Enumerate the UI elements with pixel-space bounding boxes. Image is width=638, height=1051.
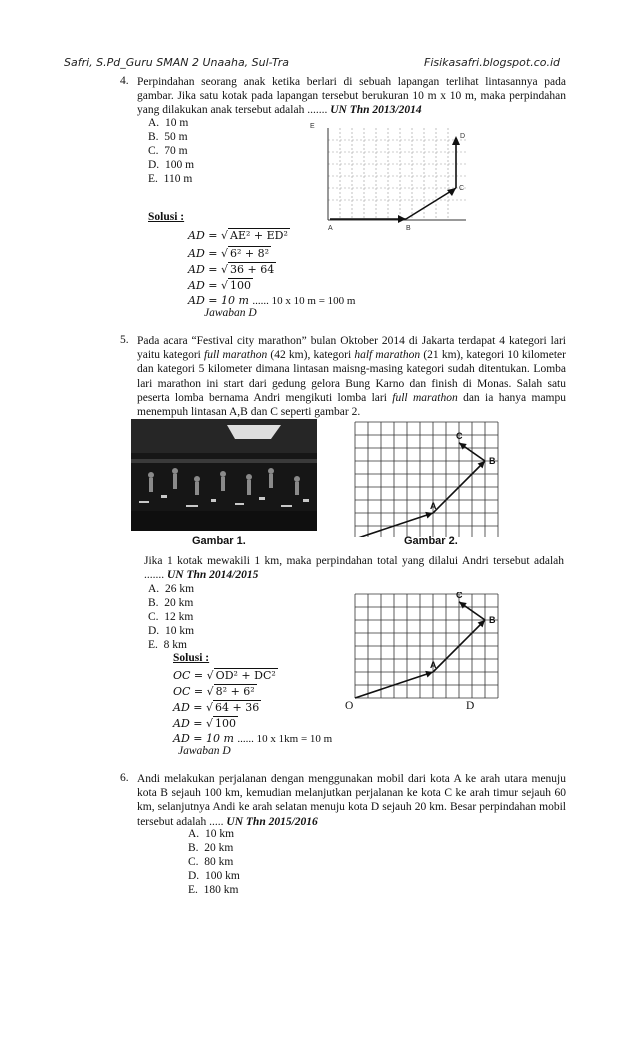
q4-text — [137, 75, 566, 118]
q6-number: 6. — [120, 772, 129, 784]
q5-step-2: OC = √ 8² + 6² — [173, 685, 255, 698]
caption-gambar-2: Gambar 2. — [404, 535, 458, 547]
q5-step-4: AD = √ 100 — [173, 717, 236, 730]
q6-options — [188, 828, 240, 898]
marathon-photo — [131, 419, 317, 531]
header-right: Fisikasafri.blogspot.co.id — [424, 56, 561, 69]
q6-option-text: 80 km — [204, 855, 234, 868]
q4-step-4: AD = √ 100 — [188, 279, 251, 292]
arrow-head — [459, 602, 467, 609]
grid-label-c: C — [456, 430, 463, 441]
q4-number: 4. — [120, 75, 129, 87]
q4-body: Perpindahan seorang anak ketika berlari di sebuah lapangan terlihat lintasannya pada gambar. Jika satu kotak pada lapangan tersebut berukuran 10 m x 10 m, maka perpindahan yang dilakukan anak tersebut adalah ....... — [137, 76, 566, 117]
q5-option-text: 8 km — [163, 638, 187, 651]
q4-path-figure — [306, 116, 476, 232]
label-d: D — [466, 700, 475, 712]
arrow-head — [425, 671, 433, 678]
caption-gambar-1: Gambar 1. — [192, 535, 246, 547]
q4-option-text: 70 m — [164, 144, 188, 157]
q6-option-text: 100 km — [204, 869, 240, 882]
q6-option-text: 180 km — [203, 883, 239, 896]
q5-option-letter: E. — [148, 638, 158, 651]
grid-label-c: C — [456, 592, 463, 600]
q5-step-1: OC = √ OD² + DC² — [173, 669, 276, 682]
q5-step-3: AD = √ 64 + 36 — [173, 701, 260, 714]
q4-label-b: B — [406, 225, 411, 232]
grid-label-b: B — [489, 456, 496, 466]
grid-label-a: A — [430, 660, 437, 670]
q5-option-letter: A. — [148, 583, 160, 595]
q5-number: 5. — [120, 334, 129, 346]
grid-label-b: B — [489, 615, 496, 625]
q5-prompt: Jika 1 kotak mewakili 1 km, maka perpindahan total yang dilalui Andri tersebut adalah ....... UN Thn 2014/2015 — [144, 555, 564, 582]
q4-option-letter: D. — [148, 158, 160, 171]
q6-text: Andi melakukan perjalanan dengan menggunakan mobil dari kota A ke arah utara menuju kota B sejauh 100 km, kemudian melanjutkan perjalanan ke kota C ke arah timur sejauh 60 km, selanjutnya Andi ke arah selatan menuju kota D sejauh 20 km. Besar perpindahan mobil tersebut adalah ..... UN Thn 2015/2016 — [137, 773, 566, 828]
q5-option-text: 26 km — [164, 583, 195, 595]
q5-text: Pada acara “Festival city marathon” bulan Oktober 2014 di Jakarta terdapat 4 kategori lari yaitu kategori full marathon (42 km), kategori half marathon (21 km), kategori 10 kilometer dan kategori 5 kilometer dimana lintasan maisng-masing kategori sudah ditentukan. Lomba lari marathon ini start dari gedung gelora Bung Karno dan finish di Monas. Salah satu peserta lomba bernama Andri mengikuti lomba lari full marathon dan ia hanya mampu menempuh lintasan A,B dan C seperti gambar 2. — [137, 335, 567, 419]
q6-option-text: 20 km — [204, 841, 234, 854]
q4-label-c: C — [459, 185, 465, 192]
q4-label-a: A — [328, 225, 333, 232]
q4-options — [148, 117, 194, 187]
q5-option-text: 10 km — [164, 624, 195, 637]
q4-option-letter: E. — [148, 172, 158, 185]
q4-solution-label: Solusi : — [148, 211, 185, 223]
q4-option-text: 110 m — [163, 172, 193, 185]
q6-option-letter: D. — [188, 869, 200, 882]
header-left: Safri, S.Pd_Guru SMAN 2 Unaaha, Sul-Tra — [64, 56, 289, 69]
grid-label-a: A — [430, 501, 437, 511]
q5-solution-label: Solusi : — [173, 652, 210, 664]
q6-option-letter: C. — [188, 855, 199, 868]
q5-option-text: 20 km — [164, 596, 194, 609]
q6-option-letter: B. — [188, 841, 199, 854]
q4-option-letter: A. — [148, 117, 160, 129]
q5-option-letter: B. — [148, 596, 159, 609]
arrow-head — [459, 443, 467, 450]
q4-step-1: AD = √ AE² + ED² — [188, 229, 288, 242]
q5-option-text: 12 km — [164, 610, 194, 623]
q4-step-3: AD = √ 36 + 64 — [188, 263, 275, 276]
q6-option-text: 10 km — [204, 828, 235, 840]
grid-figure-2 — [352, 419, 512, 537]
q4-option-text: 10 m — [164, 117, 189, 129]
q4-option-letter: B. — [148, 130, 159, 143]
q4-arrow-head — [398, 215, 406, 223]
q4-vector-bc — [406, 188, 456, 219]
q5-step-5: AD = 10 m ...... 10 x 1km = 10 m — [173, 732, 333, 745]
q4-label-e: E — [310, 123, 315, 130]
q5-option-letter: C. — [148, 610, 159, 623]
q5-options — [148, 583, 194, 653]
q4-option-text: 50 m — [164, 130, 188, 143]
label-o: O — [345, 700, 354, 712]
q4-step-5: AD = 10 m ...... 10 x 10 m = 100 m — [188, 294, 356, 307]
q4-arrow-head — [452, 136, 460, 145]
q5-option-letter: D. — [148, 624, 160, 637]
photo-runners-image — [131, 419, 317, 531]
q4-label-d: D — [460, 133, 466, 140]
q4-option-letter: C. — [148, 144, 159, 157]
q6-option-letter: A. — [188, 828, 200, 840]
arrow-head — [425, 512, 433, 519]
q4-answer: Jawaban D — [204, 307, 257, 319]
q4-source: UN Thn 2013/2014 — [330, 104, 422, 117]
q5-answer: Jawaban D — [178, 745, 231, 757]
q6-option-letter: E. — [188, 883, 198, 896]
q4-option-text: 100 m — [164, 158, 195, 171]
grid-figure-solution — [352, 592, 512, 700]
q4-step-2: AD = √ 6² + 8² — [188, 247, 270, 260]
